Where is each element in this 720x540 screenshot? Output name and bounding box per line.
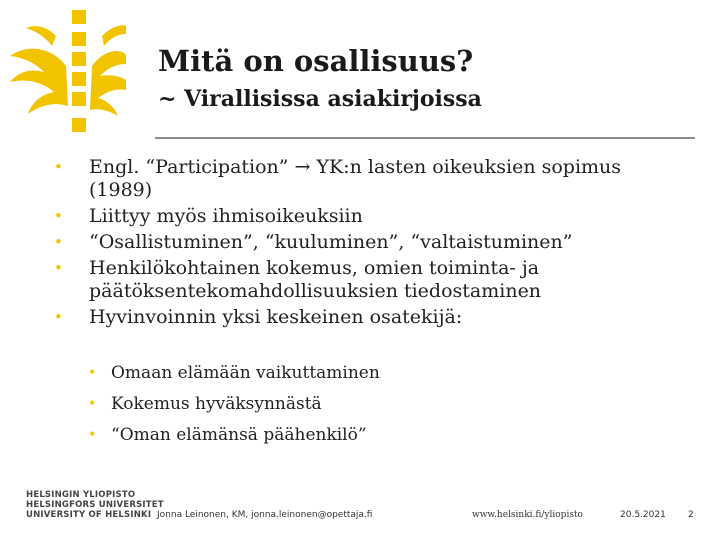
list-item <box>54 205 674 228</box>
bullet-text: Henkilökohtainen kokemus, omien toiminta- ja <box>89 257 540 279</box>
footer-url[interactable]: www.helsinki.fi/yliopisto <box>472 510 583 520</box>
bullet-dot-icon: • <box>88 427 97 443</box>
bullet-dot-icon: • <box>54 308 63 326</box>
bullet-dot-icon: • <box>54 207 63 225</box>
university-name-en: UNIVERSITY OF HELSINKI <box>26 510 152 520</box>
sub-list-item <box>88 424 648 446</box>
title-divider <box>155 137 695 139</box>
footer-date: 20.5.2021 <box>620 510 666 520</box>
bullet-text: Liittyy myös ihmisoikeuksiin <box>89 205 363 227</box>
bullet-dot-icon: • <box>54 259 63 277</box>
footer-author: Jonna Leinonen, KM, jonna.leinonen@opettaja.fi <box>157 510 373 520</box>
bullet-text: “Osallistuminen”, “kuuluminen”, “valtaistuminen” <box>89 231 573 253</box>
sub-bullet-text: “Oman elämänsä päähenkilö” <box>111 425 367 445</box>
list-item <box>54 156 674 202</box>
university-name <box>26 490 164 520</box>
sub-bullet-text: Omaan elämään vaikuttaminen <box>111 363 380 383</box>
bullet-dot-icon: • <box>88 365 97 381</box>
bullet-text: Engl. “Participation” → YK:n lasten oikeuksien sopimus <box>89 156 622 178</box>
bullet-dot-icon: • <box>54 158 63 176</box>
university-flame-logo-icon <box>6 6 126 146</box>
page-subtitle: ~ Virallisissa asiakirjoissa <box>158 86 482 112</box>
page-title: Mitä on osallisuus? <box>158 44 474 78</box>
sub-list-item <box>88 362 648 384</box>
bullet-dot-icon: • <box>88 396 97 412</box>
list-item <box>54 231 674 254</box>
bullet-text-continuation: (1989) <box>89 179 153 201</box>
university-name-sv: HELSINGFORS UNIVERSITET <box>26 500 164 510</box>
list-item <box>54 306 674 329</box>
sub-list-item <box>88 393 648 415</box>
sub-bullet-list <box>88 362 648 455</box>
bullet-list <box>54 156 674 332</box>
bullet-text: Hyvinvoinnin yksi keskeinen osatekijä: <box>89 306 463 328</box>
page-number: 2 <box>688 510 694 520</box>
bullet-text-continuation: päätöksentekomahdollisuuksien tiedostaminen <box>89 280 542 302</box>
university-name-fi: HELSINGIN YLIOPISTO <box>26 490 136 500</box>
sub-bullet-text: Kokemus hyväksynnästä <box>111 394 322 414</box>
list-item <box>54 257 674 303</box>
bullet-dot-icon: • <box>54 233 63 251</box>
